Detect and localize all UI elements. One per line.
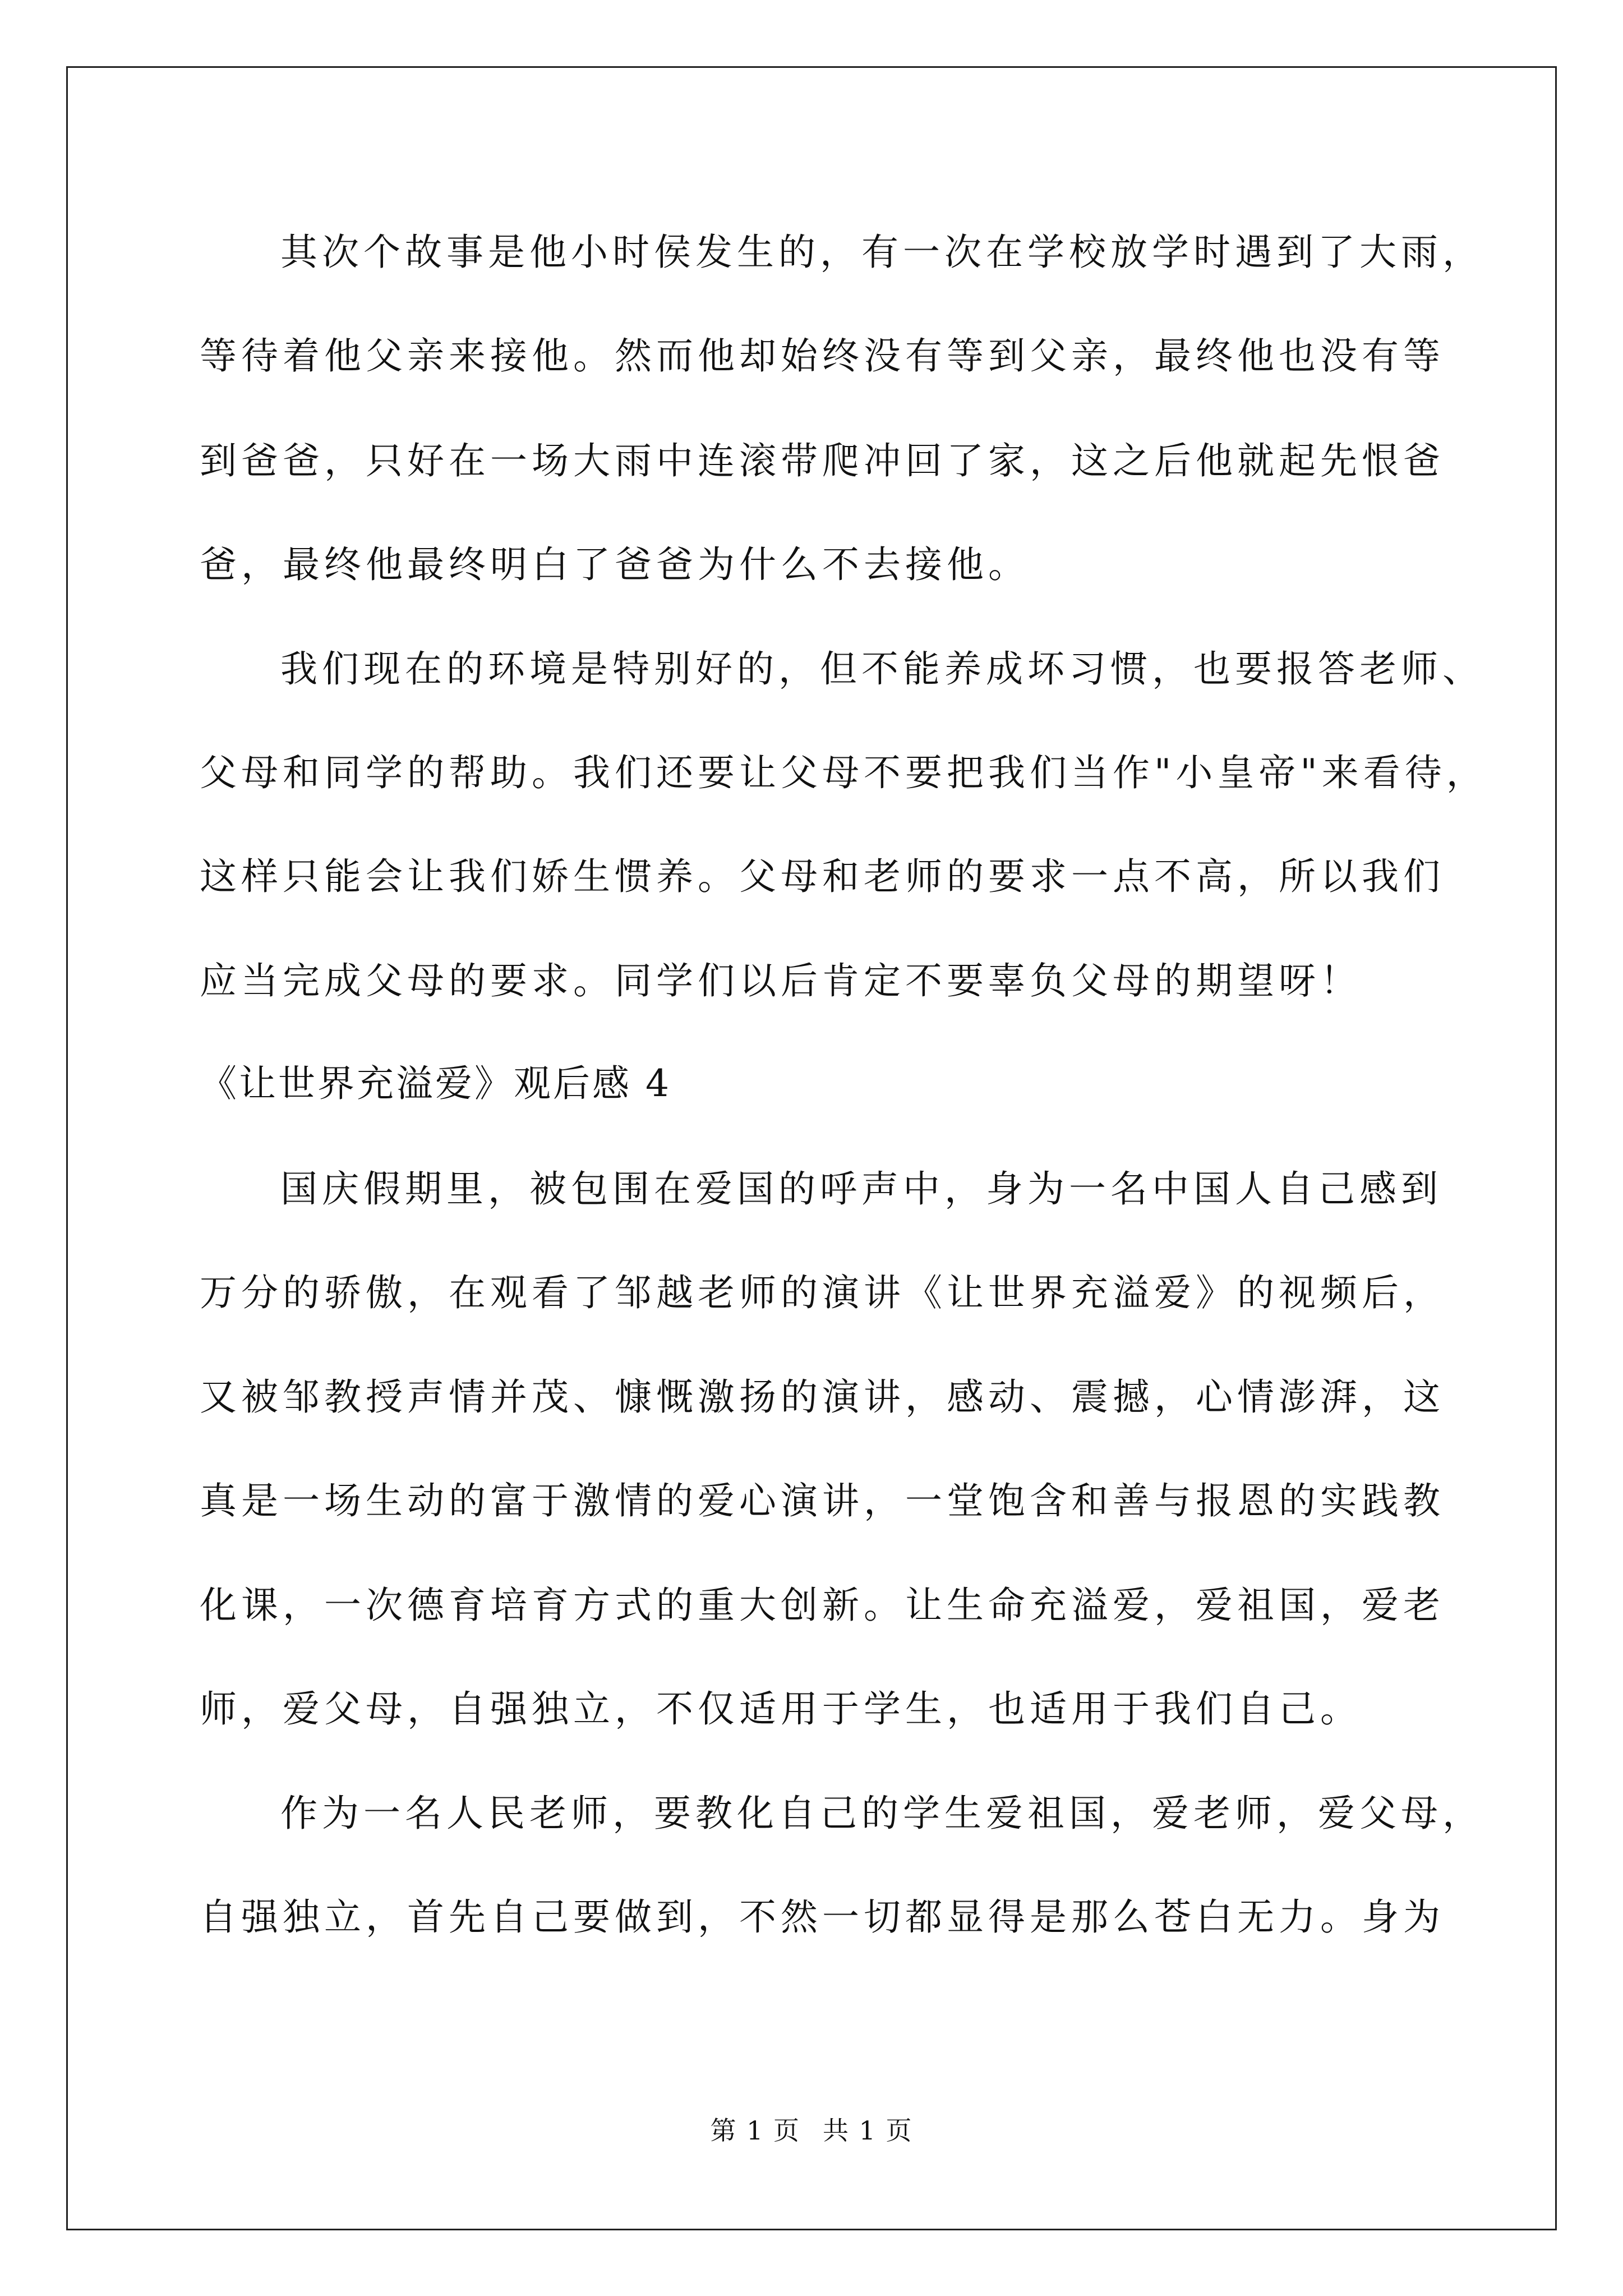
paragraph-line: 等待着他父亲来接他。然而他却始终没有等到父亲，最终他也没有等 bbox=[200, 334, 1445, 378]
paragraph-line: 这样只能会让我们娇生惯养。父母和老师的要求一点不高，所以我们 bbox=[200, 855, 1445, 898]
paragraph-line: 师，爱父母，自强独立，不仅适用于学生，也适用于我们自己。 bbox=[200, 1687, 1362, 1731]
page-number: 第 1 页 bbox=[710, 2115, 800, 2146]
paragraph-line: 其次个故事是他小时侯发生的，有一次在学校放学时遇到了大雨， bbox=[280, 231, 1484, 274]
paragraph-line: 又被邹教授声情并茂、慷慨激扬的演讲，感动、震撼，心情澎湃，这 bbox=[200, 1375, 1445, 1419]
paragraph-line: 应当完成父母的要求。同学们以后肯定不要辜负父母的期望呀！ bbox=[200, 959, 1362, 1002]
paragraph-line: 万分的骄傲，在观看了邹越老师的演讲《让世界充溢爱》的视频后， bbox=[200, 1271, 1445, 1314]
paragraph-line: 作为一名人民老师，要教化自己的学生爱祖国，爱老师，爱父母， bbox=[280, 1792, 1484, 1835]
paragraph-line: 化课，一次德育培育方式的重大创新。让生命充溢爱，爱祖国，爱老 bbox=[200, 1584, 1445, 1627]
paragraph-line: 到爸爸，只好在一场大雨中连滚带爬冲回了家，这之后他就起先恨爸 bbox=[200, 439, 1445, 482]
paragraph-line: 真是一场生动的富于激情的爱心演讲，一堂饱含和善与报恩的实践教 bbox=[200, 1479, 1445, 1522]
paragraph-line: 爸，最终他最终明白了爸爸为什么不去接他。 bbox=[200, 543, 1030, 586]
paragraph-line: 自强独立，首先自己要做到，不然一切都显得是那么苍白无力。身为 bbox=[200, 1895, 1445, 1939]
section-heading: 《让世界充溢爱》观后感 4 bbox=[200, 1062, 671, 1105]
page-footer bbox=[0, 2114, 1623, 2147]
paragraph-line: 我们现在的环境是特别好的，但不能养成坏习惯，也要报答老师、 bbox=[280, 647, 1484, 691]
page-total: 共 1 页 bbox=[823, 2115, 913, 2146]
paragraph-line: 父母和同学的帮助。我们还要让父母不要把我们当作"小皇帝"来看待， bbox=[200, 751, 1488, 794]
paragraph-line: 国庆假期里，被包围在爱国的呼声中，身为一名中国人自己感到 bbox=[280, 1167, 1442, 1211]
